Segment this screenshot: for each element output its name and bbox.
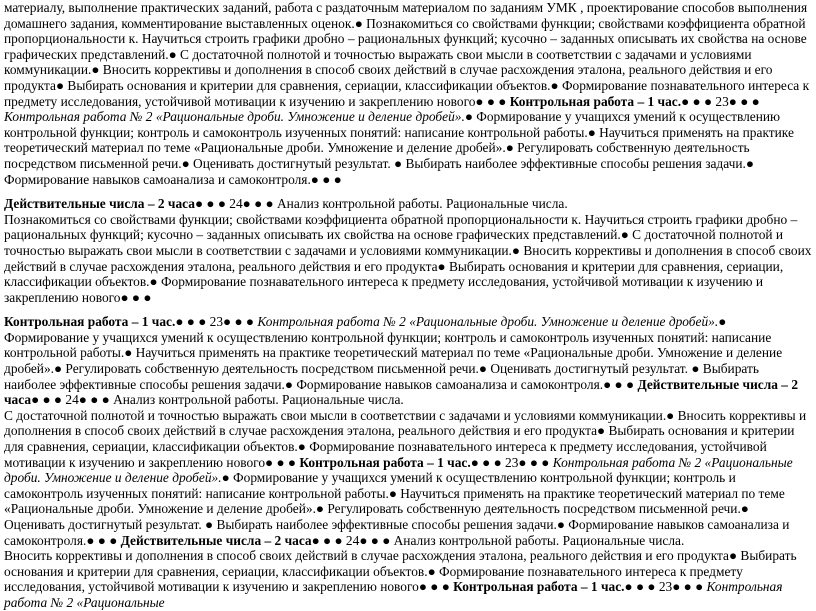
paragraph-text: ● ● ● 23● ● ● — [470, 454, 553, 470]
paragraph-text: ● ● ● 23● ● ● — [681, 93, 760, 109]
section-heading: Контрольная работа – 1 час. — [299, 454, 471, 470]
paragraph-text: ● Формирование у учащихся умений к осуществлению контрольной функции; контроль и самоконтроль изученных понятий: написание контрольной работы.● Научиться применять на практике теоретический материал по теме «Рациональные дроби. Умножение и деление дробей».● Регулировать собственную деятельность посредством письменной речи.● Оценивать достигнутый результат. ● Выбирать наиболее эффективные способы решения задачи.● Формирование навыков самоанализа и самоконтроля.● ● ● — [4, 109, 794, 187]
paragraph-text: материалу, выполнение практических заданий, работа с раздаточным материалом по заданиям УМК , проектирование способов выполнения домашнего задания, комментирование выставленных оценок.● Познакомиться со свойствами функции; свойствами коэффициента обратной пропорциональности к. Научиться строить графики дробно – рациональных функций; кусочно – заданных описывать их свойства на основе графических представлений.● С достаточной полнотой и точностью выражать свои мысли в соответствии с задачами и условиями коммуникации.● Вносить коррективы и дополнения в способ своих действий в случае расхождения эталона, реального действия и его продукта● Выбирать основания и критерии для сравнения, сериации, классификации объектов.● Формирование познавательного интереса к предмету исследования, устойчивой мотивации к изучению и закреплению нового● ● ● — [4, 0, 810, 109]
lesson-title: Контрольная работа № 2 «Рациональные — [4, 579, 783, 610]
section-heading: Действительные числа – 2 часа — [4, 196, 195, 212]
section-heading: Действительные числа – 2 часа — [120, 532, 312, 548]
section-heading: Контрольная работа – 1 час. — [509, 93, 682, 109]
paragraph-text: ● ● ● 24● ● ● Анализ контрольной работы. Рациональные числа. — [194, 196, 568, 212]
lesson-title: Контрольная работа № 2 «Рациональные дроби. Умножение и деление дробей». — [4, 454, 793, 486]
paragraph — [4, 0, 812, 187]
section-heading: Контрольная работа – 1 час. — [4, 314, 176, 330]
paragraph-text: ● ● ● 23● ● ● — [175, 314, 258, 330]
paragraph — [4, 196, 812, 212]
paragraph-text: Вносить коррективы и дополнения в способ своих действий в случае расхождения эталона, реального действия и его продукта● Выбирать основания и критерии для сравнения, сериации, классификации объектов.● Формирование познавательного интереса к предмету исследования, устойчивой мотивации к изучению и закреплению нового● ● ● — [4, 548, 797, 595]
paragraph-text: ● ● ● 24● ● ● Анализ контрольной работы. Рациональные числа. — [311, 532, 685, 548]
paragraph — [4, 408, 812, 548]
paragraph — [4, 548, 812, 610]
paragraph — [4, 314, 812, 408]
paragraph-text: Познакомиться со свойствами функции; свойствами коэффициента обратной пропорциональности к. Научиться строить графики дробно – рациональных функций; кусочно – заданных описывать их свойства на основе графических представлений.● С достаточной полнотой и точностью выражать свои мысли в соответствии с задачами и условиями коммуникации.● Вносить коррективы и дополнения в способ своих действий в случае расхождения эталона, реального действия и его продукта● Выбирать основания и критерии для сравнения, сериации, классификации объектов.● Формирование познавательного интереса к предмету исследования, устойчивой мотивации к изучению и закреплению нового● ● ● — [4, 211, 812, 305]
section-heading: Действительные числа – 2 часа — [4, 376, 799, 408]
paragraph — [4, 212, 812, 306]
paragraph-text: ● Формирование у учащихся умений к осуществлению контрольной функции; контроль и самоконтроль изученных понятий: написание контрольной работы.● Научиться применять на практике теоретический материал по теме «Рациональные дроби. Умножение и деление дробей».● Регулировать собственную деятельность посредством письменной речи.● Оценивать достигнутый результат. ● Выбирать наиболее эффективные способы решения задачи.● Формирование навыков самоанализа и самоконтроля.● ● ● — [4, 314, 783, 392]
section-heading: Контрольная работа – 1 час. — [453, 579, 625, 595]
paragraph-text: ● ● ● 24● ● ● Анализ контрольной работы. Рациональные числа. — [31, 392, 404, 408]
paragraph-text: С достаточной полнотой и точностью выражать свои мысли в соответствии с задачами и условиями коммуникации.● Вносить коррективы и дополнения в способ своих действий в случае расхождения эталона, реального действия и его продукта● Выбирать основания и критерии для сравнения, сериации, классификации объектов.● Формирование познавательного интереса к предмету исследования, устойчивой мотивации к изучению и закреплению нового● ● ● — [4, 407, 807, 470]
lesson-title: Контрольная работа № 2 «Рациональные дроби. Умножение и деление дробей». — [4, 109, 465, 125]
paragraph-text: ● Формирование у учащихся умений к осуществлению контрольной функции; контроль и самоконтроль изученных понятий: написание контрольной работы.● Научиться применять на практике теоретический материал по теме «Рациональные дроби. Умножение и деление дробей».● Регулировать собственную деятельность посредством письменной речи.● Оценивать достигнутый результат. ● Выбирать наиболее эффективные способы решения задачи.● Формирование навыков самоанализа и самоконтроля.● ● ● — [4, 470, 790, 548]
paragraph-text: ● ● ● 23● ● ● — [624, 579, 707, 595]
lesson-title: Контрольная работа № 2 «Рациональные дроби. Умножение и деление дробей». — [257, 314, 719, 330]
